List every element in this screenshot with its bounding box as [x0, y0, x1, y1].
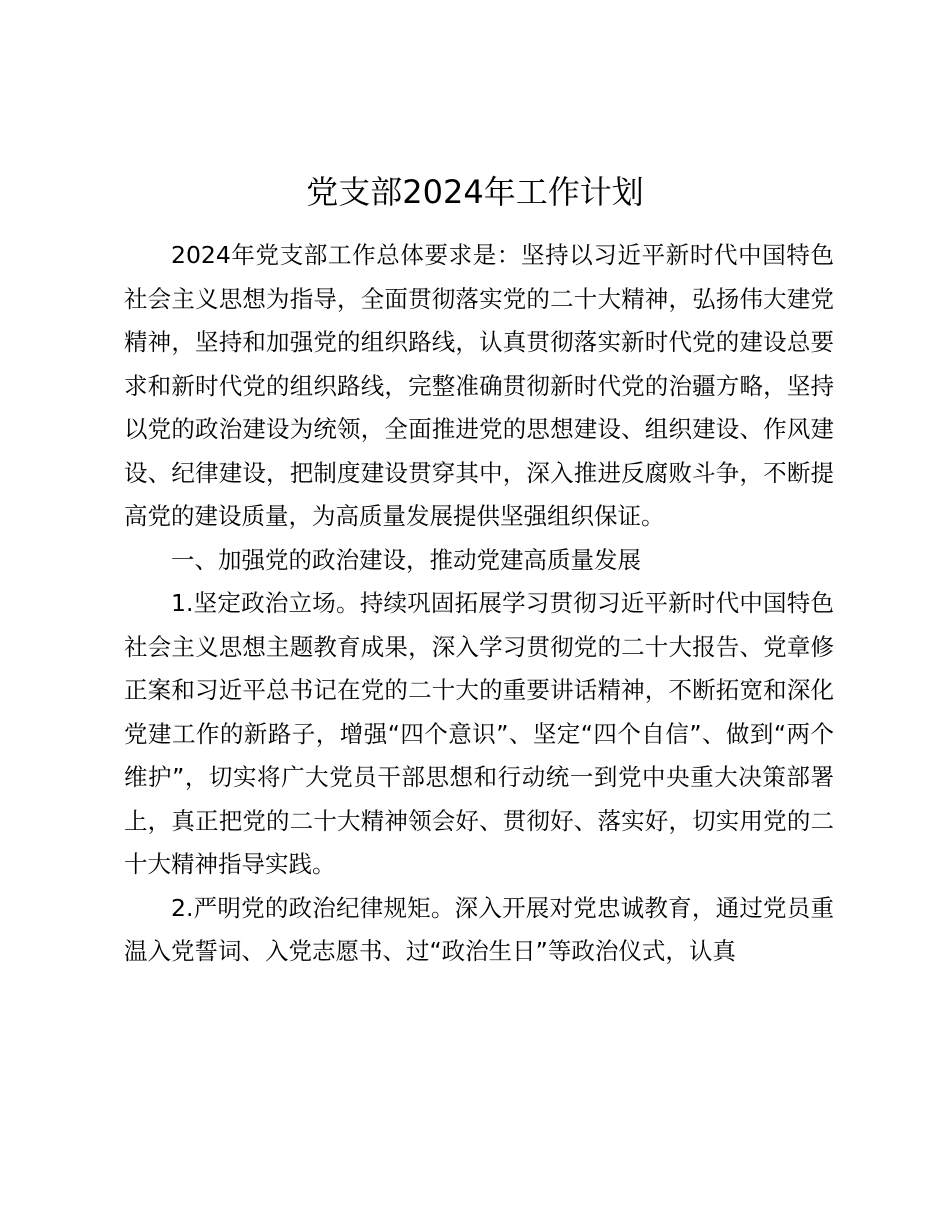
paragraph-general-requirements: 2024年党支部工作总体要求是：坚持以习近平新时代中国特色社会主义思想为指导，全面贯彻落实党的二十大精神，弘扬伟大建党精神，坚持和加强党的组织路线，认真贯彻落实新时代党的建设总要求和新时代党的组织路线，完整准确贯彻新时代党的治疆方略，坚持以党的政治建设为统领，全面推进党的思想建设、组织建设、作风建设、纪律建设，把制度建设贯穿其中，深入推进反腐败斗争，不断提高党的建设质量，为高质量发展提供坚强组织保证。 — [124, 241, 834, 530]
document-title: 党支部2024年工作计划 — [306, 173, 644, 211]
section-heading-political-building: 一、加强党的政治建设，推动党建高质量发展 — [171, 545, 641, 574]
paragraph-political-discipline: 2.严明党的政治纪律规矩。深入开展对党忠诚教育，通过党员重温入党誓词、入党志愿书、过“政治生日”等政治仪式，认真 — [124, 893, 834, 965]
document-body — [124, 234, 834, 974]
paragraph-political-stance: 1.坚定政治立场。持续巩固拓展学习贯彻习近平新时代中国特色社会主义思想主题教育成果，深入学习贯彻党的二十大报告、党章修正案和习近平总书记在党的二十大的重要讲话精神，不断拓宽和深化党建工作的新路子，增强“四个意识”、坚定“四个自信”、做到“两个维护”，切实将广大党员干部思想和行动统一到党中央重大决策部署上，真正把党的二十大精神领会好、贯彻好、落实好，切实用党的二十大精神指导实践。 — [124, 589, 834, 878]
